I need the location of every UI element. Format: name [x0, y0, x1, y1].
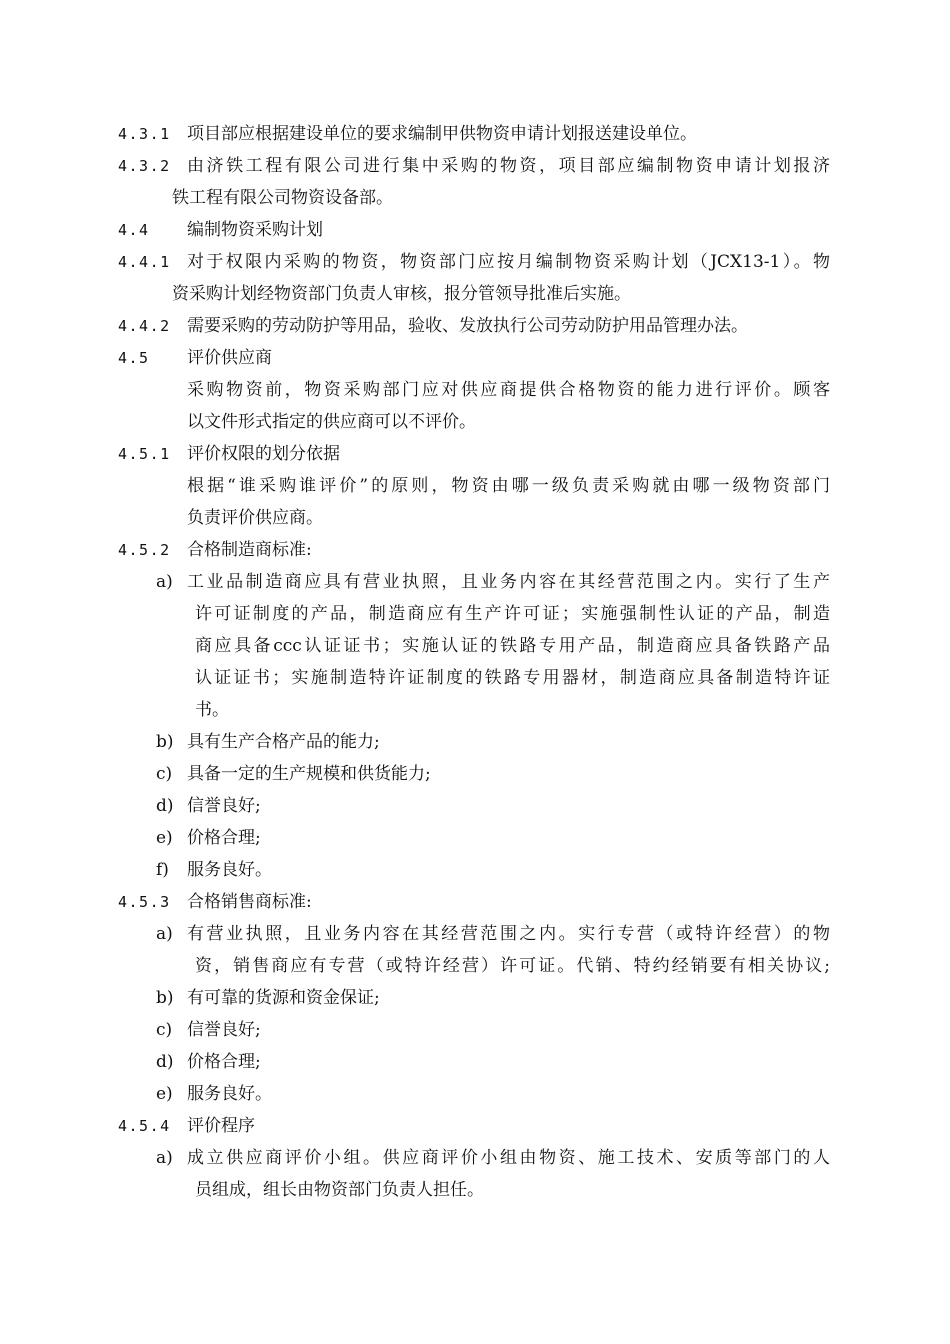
list-marker: e) [156, 828, 173, 848]
list-marker: d) [156, 1052, 174, 1072]
clause-heading: 评价程序 [187, 1116, 255, 1136]
list-item-text: 服务良好。 [187, 860, 272, 880]
clause-text: 铁工程有限公司物资设备部。 [172, 188, 393, 208]
clause-number: 4.4.1 [118, 253, 171, 271]
list-marker: c) [156, 1020, 173, 1040]
clause-number: 4.3.2 [118, 157, 171, 175]
list-item-text: 有可靠的货源和资金保证; [187, 988, 380, 1008]
clause-number: 4.5.4 [118, 1117, 171, 1135]
paragraph-text: 采购物资前，物资采购部门应对供应商提供合格物资的能力进行评价。顾客 [187, 380, 830, 400]
list-marker: b) [156, 988, 174, 1008]
paragraph-text: 负责评价供应商。 [187, 508, 323, 528]
clause-number: 4.5.2 [118, 541, 171, 559]
clause-number: 4.3.1 [118, 125, 171, 143]
clause-number: 4.4.2 [118, 317, 171, 335]
list-item-text: 价格合理; [187, 1052, 261, 1072]
clause-heading: 评价权限的划分依据 [187, 444, 340, 464]
clause-number: 4.5.1 [118, 445, 171, 463]
list-marker: c) [156, 764, 173, 784]
clause-text: 需要采购的劳动防护等用品，验收、发放执行公司劳动防护用品管理办法。 [187, 316, 748, 336]
section-heading: 编制物资采购计划 [187, 220, 323, 240]
list-item-text: 具备一定的生产规模和供货能力; [187, 764, 431, 784]
list-item-text: 许可证制度的产品，制造商应有生产许可证；实施强制性认证的产品，制造 [195, 604, 830, 624]
clause-text: 项目部应根据建设单位的要求编制甲供物资申请计划报送建设单位。 [187, 124, 697, 144]
list-marker: b) [156, 732, 174, 752]
list-marker: a) [156, 572, 173, 592]
list-item-text: 信誉良好; [187, 1020, 261, 1040]
clause-number: 4.5.3 [118, 893, 171, 911]
clause-heading: 合格制造商标准: [187, 540, 312, 560]
list-marker: d) [156, 796, 174, 816]
list-marker: a) [156, 1148, 173, 1168]
list-marker: f) [156, 860, 169, 880]
list-item-text: 认证证书；实施制造特许证制度的铁路专用器材，制造商应具备制造特许证 [195, 668, 830, 688]
list-marker: a) [156, 924, 173, 944]
clause-text: 对于权限内采购的物资，物资部门应按月编制物资采购计划（JCX13-1）。物 [187, 252, 830, 272]
list-item-text: 信誉良好; [187, 796, 261, 816]
paragraph-text: 以文件形式指定的供应商可以不评价。 [187, 412, 476, 432]
section-number: 4.4 [118, 221, 150, 239]
list-item-text: 商应具备ccc认证证书；实施认证的铁路专用产品，制造商应具备铁路产品 [195, 636, 830, 656]
list-item-text: 服务良好。 [187, 1084, 272, 1104]
clause-heading: 合格销售商标准: [187, 892, 312, 912]
list-item-text: 具有生产合格产品的能力; [187, 732, 380, 752]
section-heading: 评价供应商 [187, 348, 272, 368]
list-marker: e) [156, 1084, 173, 1104]
list-item-text: 成立供应商评价小组。供应商评价小组由物资、施工技术、安质等部门的人 [187, 1148, 830, 1168]
section-number: 4.5 [118, 349, 150, 367]
list-item-text: 资，销售商应有专营（或特许经营）许可证。代销、特约经销要有相关协议; [195, 956, 830, 976]
clause-text: 由济铁工程有限公司进行集中采购的物资，项目部应编制物资申请计划报济 [187, 156, 830, 176]
clause-text: 资采购计划经物资部门负责人审核，报分管领导批准后实施。 [172, 284, 631, 304]
list-item-text: 员组成，组长由物资部门负责人担任。 [195, 1180, 484, 1200]
paragraph-text: 根据“谁采购谁评价”的原则，物资由哪一级负责采购就由哪一级物资部门 [187, 476, 830, 496]
list-item-text: 有营业执照，且业务内容在其经营范围之内。实行专营（或特许经营）的物 [187, 924, 830, 944]
list-item-text: 工业品制造商应具有营业执照，且业务内容在其经营范围之内。实行了生产 [187, 572, 830, 592]
list-item-text: 价格合理; [187, 828, 261, 848]
list-item-text: 书。 [195, 700, 229, 720]
